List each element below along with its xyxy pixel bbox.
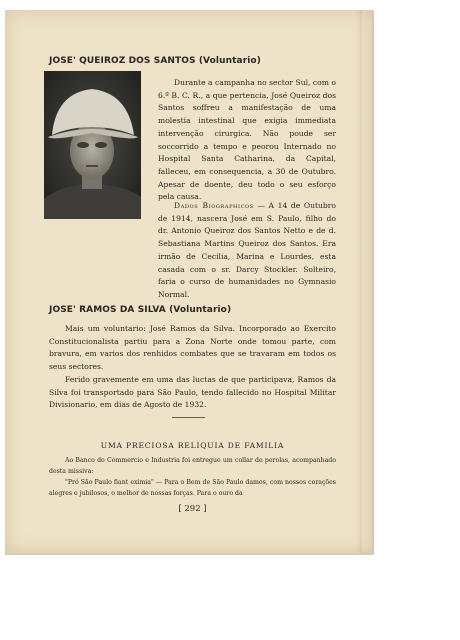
soldier-tag: (Voluntario) [198, 56, 261, 66]
ramos-paragraphs [49, 323, 336, 412]
reliquia-title: UMA PRECIOSA RELIQUIA DE FAMILIA [100, 441, 285, 450]
reliquia-text-2: "Pró São Paulo fiant eximia" — Para o Bem de São Paulo damos, com nossos corações alegres e jubilosos, o melhor de nossas forças. Para o ouro da [49, 479, 336, 497]
ramos-text-2: Ferido gravemente em uma das luctas de que participava, Ramos da Silva foi transportado para São Paulo, tendo fallecido no Hospital Militar Divisionario, em dias de Agosto de 1932. [49, 374, 336, 410]
soldier-portrait-photo [44, 71, 141, 219]
queiroz-bio-top [158, 200, 336, 302]
section-heading-queiroz [49, 56, 261, 66]
bio-label: Dados Biographicos [174, 201, 254, 210]
section-heading-ramos [49, 305, 231, 315]
soldier-name: JOSE' QUEIROZ DOS SANTOS [49, 56, 196, 66]
page-number: [ 292 ] [178, 504, 207, 514]
section-divider [172, 417, 205, 418]
queiroz-paragraph [158, 77, 336, 204]
soldier-tag: (Voluntario) [169, 305, 232, 315]
ramos-text-1: Mais um voluntario: José Ramos da Silva. Incorporado ao Exercito Constitucionalista partiu para a Zona Norte onde tomou parte, com bravura, em varios dos renhidos combates que se travaram em todos os seus sectores. [49, 324, 336, 372]
reliquia-paragraphs [49, 455, 336, 499]
reliquia-text-1: Ao Banco do Commercio e Industria foi entregue um collar de perolas, acompanhado desta missiva: [49, 457, 336, 475]
bio-text: — A 14 de Outubro de 1914, nascera José em S. Paulo, filho do dr. Antonio Queiroz dos Santos Netto e de d. Sebastiana Martins Queiroz dos Santos. Era irmão de Cecilia, Marina e Lourdes, esta casada com o sr. Darcy Stockler. Solteiro, faria o curso de humanidades no Gymnasio Normal. [158, 201, 336, 299]
soldier-name: JOSE' RAMOS DA SILVA [49, 305, 166, 315]
queiroz-text: Durante a campanha no sector Sul, com o 6.º B. C. R., a que pertencia, José Queiroz dos Santos soffreu a manifestação de uma molestia intestinal que exigia immediata intervenção cirurgica. Não poude ser soccorrido a tempo e peorou Internado no Hospital Santa Catharina, da Capital, falleceu, em consequencia, a 30 de Outubro. Apesar de doente, deu todo o seu esforço pela causa. [158, 78, 336, 202]
